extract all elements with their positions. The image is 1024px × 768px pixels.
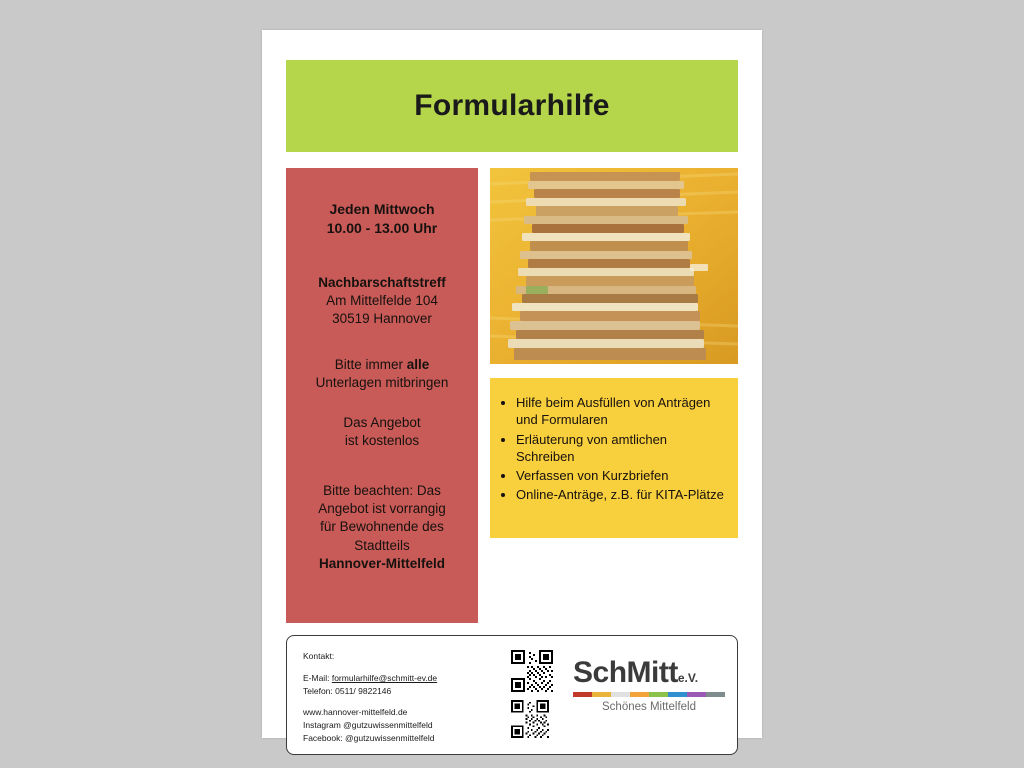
- qr-code-secondary-icon[interactable]: [511, 700, 549, 738]
- note-priority-district: Hannover-Mittelfeld: [318, 555, 445, 571]
- note-documents-line1: [286, 356, 478, 374]
- contact-email-value[interactable]: formularhilfe@schmitt-ev.de: [331, 672, 438, 683]
- qr-code-top-svg: [511, 650, 553, 692]
- logo-word-main: SchMitt: [573, 656, 678, 689]
- list-item: • Verfassen von Kurzbriefen: [516, 467, 724, 484]
- contact-heading: Kontakt:: [303, 651, 335, 661]
- logo-tagline: Schönes Mittelfeld: [602, 701, 696, 713]
- contact-instagram[interactable]: Instagram @gutzuwissenmittelfeld: [303, 720, 433, 730]
- location-city: 30519 Hannover: [332, 311, 432, 327]
- schedule-time: 10.00 - 13.00 Uhr: [326, 219, 438, 236]
- note-documents-pre: Bitte immer: [334, 357, 407, 372]
- list-item: • Hilfe beim Ausfüllen von Anträgen und Formularen: [516, 394, 724, 429]
- contact-website[interactable]: www.hannover-mittelfeld.de: [303, 707, 408, 718]
- logo-bar: [611, 692, 630, 697]
- logo-bar: [668, 692, 687, 697]
- list-item: • Erläuterung von amtlichen Schreiben: [516, 431, 724, 466]
- note-free: [286, 414, 478, 450]
- note-documents: [286, 356, 478, 392]
- contact-phone-value: 0511/ 9822146: [335, 685, 392, 696]
- page-title: Formularhilfe: [414, 89, 610, 122]
- list-item: • Online-Anträge, z.B. für KITA-Plätze: [516, 486, 724, 503]
- note-free-line1: Das Angebot: [343, 415, 421, 430]
- schedule-day: Jeden Mittwoch: [329, 201, 435, 217]
- logo-bar: [630, 692, 649, 697]
- note-documents-line2: Unterlagen mitbringen: [315, 375, 449, 391]
- location-block: [286, 274, 478, 329]
- qr-codes: [511, 650, 555, 746]
- organization-logo: [573, 658, 729, 713]
- logo-bar: [706, 692, 725, 697]
- contact-block: [303, 650, 503, 745]
- poster-page: [262, 30, 762, 743]
- photo-illustration: [490, 168, 738, 364]
- contact-email-label: E-Mail:: [303, 672, 330, 683]
- poster-content: [286, 60, 738, 743]
- services-list: [490, 378, 738, 504]
- note-priority-line3: für Bewohnende des: [320, 519, 444, 535]
- contact-facebook[interactable]: Facebook: @gutzuwissenmittelfeld: [303, 732, 435, 743]
- contact-phone-row: [303, 685, 503, 698]
- footer-box: [286, 635, 738, 755]
- title-banner: [286, 60, 738, 152]
- logo-bar: [592, 692, 611, 697]
- contact-email-row: [303, 672, 503, 685]
- photo-files-stack: [490, 168, 738, 364]
- logo-bar: [573, 692, 592, 697]
- note-priority-line1: Bitte beachten: Das: [323, 483, 441, 498]
- logo-wordmark: [573, 658, 729, 688]
- info-panel-left: [286, 168, 478, 623]
- logo-bar: [687, 692, 706, 697]
- services-panel: [490, 378, 738, 538]
- logo-bar: [649, 692, 668, 697]
- note-priority-line2: Angebot ist vorrangig: [318, 501, 446, 517]
- qr-code-icon[interactable]: [511, 650, 553, 692]
- qr-code-bottom-svg: [511, 700, 549, 738]
- note-free-line2: ist kostenlos: [344, 433, 420, 449]
- logo-word-suffix: e.V.: [677, 671, 699, 685]
- contact-phone-label: Telefon:: [303, 685, 333, 696]
- location-street: Am Mittelfelde 104: [326, 293, 438, 309]
- schedule-block: [286, 200, 478, 238]
- location-name: Nachbarschaftstreff: [318, 275, 446, 290]
- note-priority: [286, 482, 478, 573]
- note-documents-emphasis: alle: [406, 357, 430, 372]
- note-priority-line4: Stadtteils: [354, 537, 410, 553]
- logo-color-bars: [573, 692, 725, 697]
